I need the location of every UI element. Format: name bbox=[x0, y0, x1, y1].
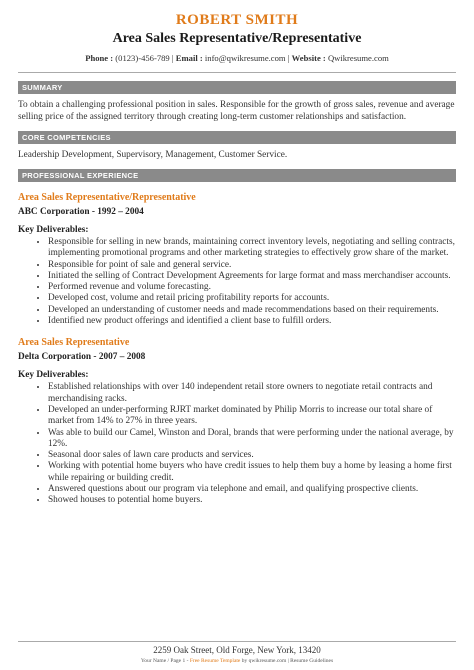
footer-address: 2259 Oak Street, Old Forge, New York, 13420 bbox=[153, 645, 321, 655]
key-deliverables-label: Key Deliverables: bbox=[18, 225, 89, 235]
job-title: Area Sales Representative bbox=[18, 337, 130, 349]
experience-heading: PROFESSIONAL EXPERIENCE bbox=[18, 169, 456, 182]
deliverable-item: • Initiated the selling of Contract Development Agreements for large format and mass merchandiser accounts. bbox=[48, 271, 456, 282]
deliverable-item: • Identified new product offerings and identified a client base to fulfill orders. bbox=[48, 316, 456, 327]
deliverable-item: • Responsible for selling in new brands, maintaining correct inventory levels, negotiating and selling contracts, implementing promotional programs and other marketing strategies to effectively grow share of the market. bbox=[48, 237, 456, 260]
job-company: Delta Corporation - 2007 – 2008 bbox=[18, 352, 146, 363]
deliverable-item: • Seasonal door sales of lawn care products and services. bbox=[48, 450, 456, 461]
candidate-title: Area Sales Representative/Representative bbox=[112, 31, 362, 46]
deliverables-list bbox=[18, 237, 456, 327]
deliverable-item: • Answered questions about our program via telephone and email, and qualifying prospective clients. bbox=[48, 484, 456, 495]
deliverable-item: • Showed houses to potential home buyers. bbox=[48, 495, 456, 506]
email-label: Email : bbox=[175, 53, 203, 63]
website-value[interactable]: Qwikresume.com bbox=[327, 53, 389, 63]
deliverable-item: • Working with potential home buyers who have credit issues to help them buy a home by leasing a home first while repairing or building credit. bbox=[48, 461, 456, 484]
phone-value[interactable]: (0123)-456-789 bbox=[115, 53, 170, 63]
header-divider bbox=[18, 72, 456, 73]
deliverable-item: • Established relationships with over 140 independent retail store owners to negotiate retail contracts and merchandising racks. bbox=[48, 382, 456, 405]
job-title: Area Sales Representative/Representative bbox=[18, 192, 196, 203]
resume-footer bbox=[0, 641, 474, 665]
footer-divider bbox=[18, 641, 456, 642]
job-entry bbox=[18, 192, 456, 327]
job-company: ABC Corporation - 1992 – 2004 bbox=[18, 207, 144, 217]
resume-header bbox=[18, 0, 456, 64]
free-resume-template-link[interactable]: Free Resume Template bbox=[189, 658, 241, 664]
phone-label: Phone : bbox=[85, 53, 114, 63]
summary-heading: SUMMARY bbox=[18, 81, 456, 94]
credit-prefix: Your Name / Page 1 bbox=[140, 658, 186, 664]
website-label: Website : bbox=[291, 53, 326, 63]
deliverable-item: • Developed an under-performing RJRT market dominated by Philip Morris to increase our total share of market from 14% to 27% in three years. bbox=[48, 405, 456, 428]
deliverable-item: • Was able to build our Camel, Winston and Doral, brands that were performing under the national average, by 12%. bbox=[48, 428, 456, 451]
deliverable-item: • Responsible for point of sale and general service. bbox=[48, 260, 456, 271]
deliverables-list bbox=[18, 382, 456, 506]
candidate-name: ROBERT SMITH bbox=[175, 12, 299, 28]
competencies-heading: CORE COMPETENCIES bbox=[18, 131, 456, 144]
footer-credit bbox=[0, 657, 474, 665]
competencies-text: Leadership Development, Supervisory, Management, Customer Service. bbox=[18, 150, 288, 160]
credit-suffix[interactable]: by qwikresume.com | Resume Guidelines bbox=[241, 658, 334, 664]
contact-separator: | bbox=[287, 53, 292, 63]
credit-separator: - bbox=[186, 658, 190, 664]
job-entry bbox=[18, 337, 456, 506]
deliverable-item: • Performed revenue and volume forecasting. bbox=[48, 282, 456, 293]
email-value[interactable]: info@qwikresume.com bbox=[204, 53, 286, 63]
contact-line bbox=[18, 53, 456, 64]
deliverable-item: • Developed an understanding of customer needs and made recommendations based on their requirements. bbox=[48, 305, 456, 316]
key-deliverables-label: Key Deliverables: bbox=[18, 370, 89, 381]
summary-text: To obtain a challenging professional position in sales. Responsible for the growth of gross sales, revenue and average selling price of the assigned territory through creating long-term customer relationships and satisfaction. bbox=[18, 100, 455, 122]
deliverable-item: • Developed cost, volume and retail pricing profitability reports for accounts. bbox=[48, 293, 456, 304]
contact-separator: | bbox=[171, 53, 176, 63]
